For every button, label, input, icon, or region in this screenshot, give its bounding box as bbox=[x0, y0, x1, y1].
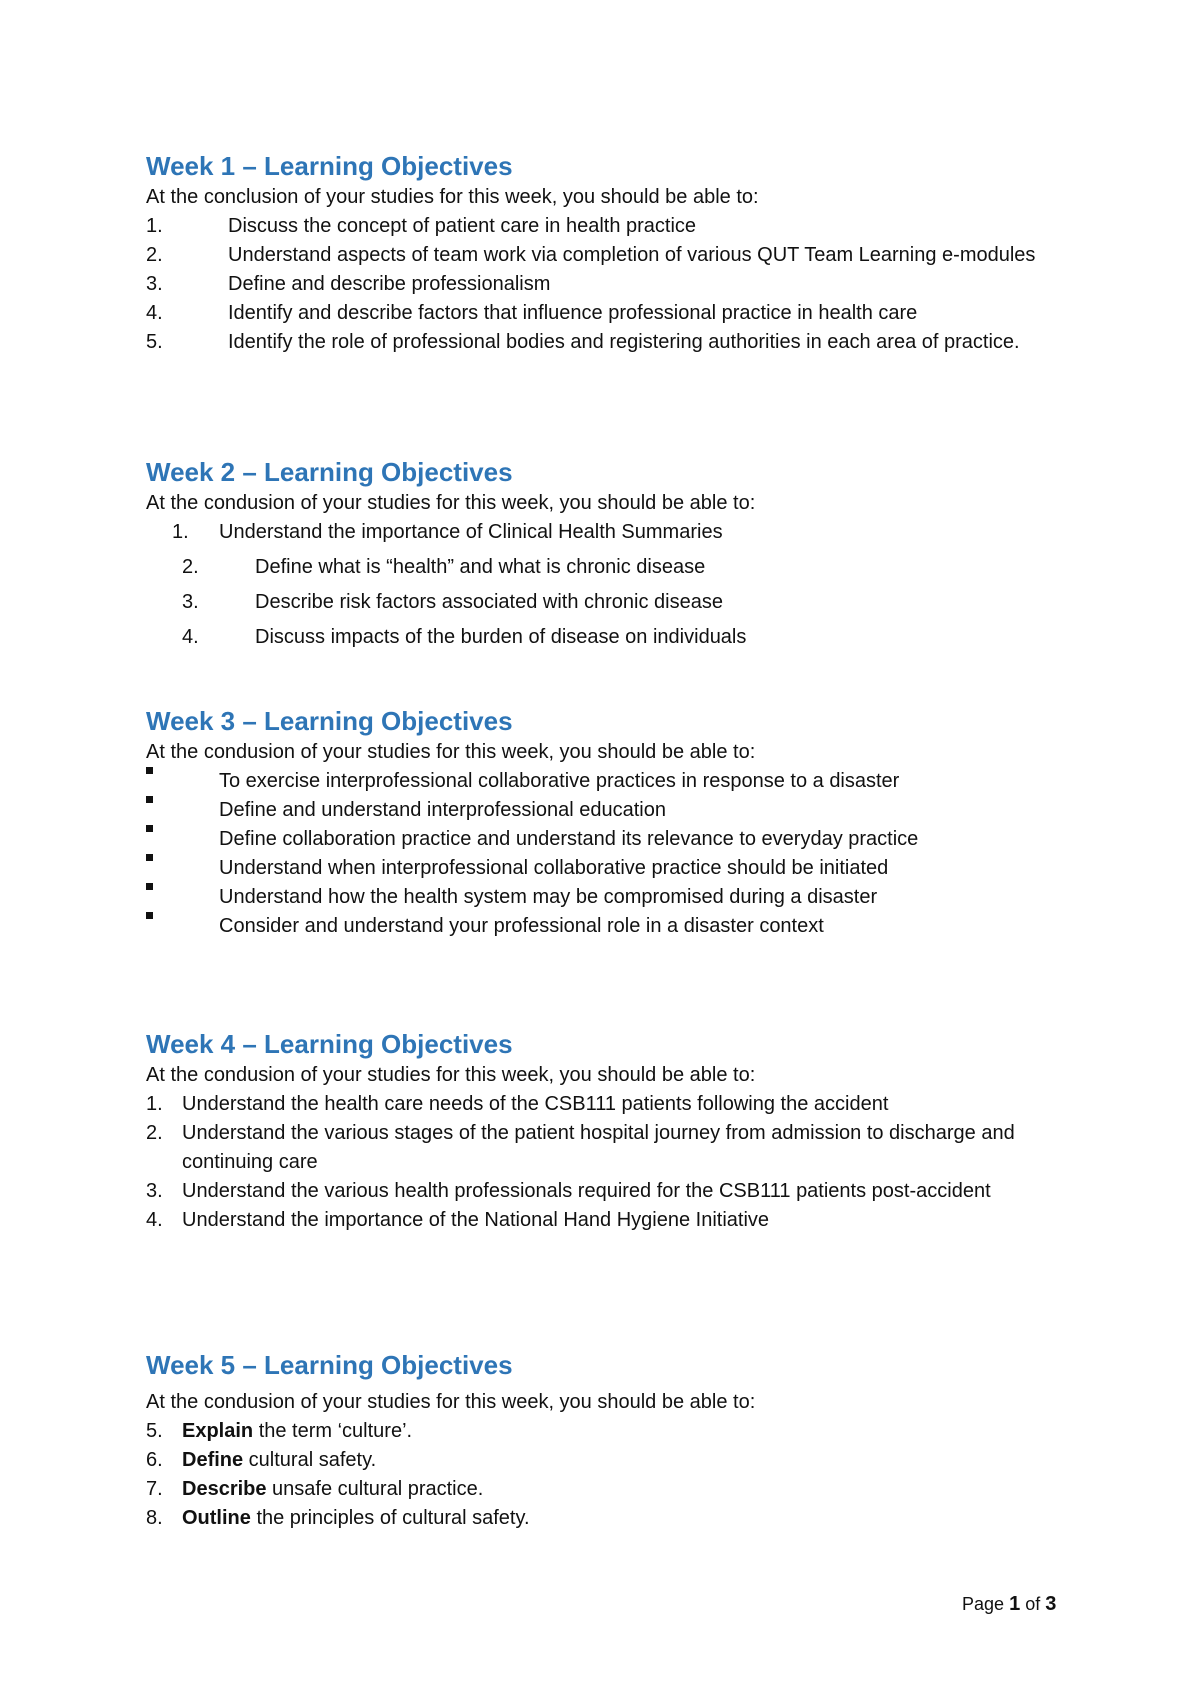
week1-heading: Week 1 – Learning Objectives bbox=[146, 151, 513, 181]
list-item: 4. Discuss impacts of the burden of disease on individuals bbox=[182, 626, 747, 648]
list-item: 3. Describe risk factors associated with chronic disease bbox=[182, 591, 723, 613]
week3-heading: Week 3 – Learning Objectives bbox=[146, 706, 513, 736]
list-item: 1. Understand the health care needs of the CSB111 patients following the accident bbox=[146, 1093, 889, 1115]
week3-section bbox=[146, 705, 1066, 941]
list-item: Consider and understand your professional role in a disaster context bbox=[146, 912, 1066, 941]
list-item: 2. Define what is “health” and what is chronic disease bbox=[182, 556, 706, 578]
week5-intro: At the condusion of your studies for this week, you should be able to: bbox=[146, 1391, 756, 1413]
week2-heading: Week 2 – Learning Objectives bbox=[146, 457, 513, 487]
list-item: 6. Define cultural safety. bbox=[146, 1449, 377, 1471]
week2-list bbox=[146, 518, 1066, 655]
list-item: 7. Describe unsafe cultural practice. bbox=[146, 1478, 484, 1500]
week1-section bbox=[146, 150, 1066, 357]
list-item: To exercise interprofessional collaborative practices in response to a disaster bbox=[146, 767, 1066, 796]
week4-heading: Week 4 – Learning Objectives bbox=[146, 1029, 513, 1059]
week3-list bbox=[146, 767, 1066, 941]
bullet-square-icon bbox=[146, 883, 153, 890]
list-item: 2. Understand aspects of team work via completion of various QUT Team Learning e-modules bbox=[146, 244, 1036, 266]
bullet-square-icon bbox=[146, 825, 153, 832]
list-item: 1. Discuss the concept of patient care in health practice bbox=[146, 215, 697, 237]
list-item: Understand when interprofessional collaborative practice should be initiated bbox=[146, 854, 1066, 883]
week4-section bbox=[146, 1028, 1066, 1235]
list-item: 2. Understand the various stages of the patient hospital journey from admission to discharge and continuing care bbox=[146, 1122, 1015, 1173]
week5-heading: Week 5 – Learning Objectives bbox=[146, 1350, 513, 1380]
list-item: Define and understand interprofessional education bbox=[146, 796, 1066, 825]
list-item: 1. Understand the importance of Clinical Health Summaries bbox=[172, 521, 723, 543]
bullet-square-icon bbox=[146, 767, 153, 774]
bullet-square-icon bbox=[146, 854, 153, 861]
list-item: 4. Identify and describe factors that influence professional practice in health care bbox=[146, 302, 918, 324]
week5-list bbox=[146, 1417, 1066, 1533]
list-item: 3. Understand the various health professionals required for the CSB111 patients post-accident bbox=[146, 1180, 991, 1202]
week4-intro: At the condusion of your studies for this week, you should be able to: bbox=[146, 1064, 756, 1086]
bullet-square-icon bbox=[146, 796, 153, 803]
page-number-footer: Page 1 of 3 bbox=[962, 1593, 1057, 1615]
list-item: 8. Outline the principles of cultural safety. bbox=[146, 1507, 530, 1529]
week5-section bbox=[146, 1349, 1066, 1533]
list-item: Define collaboration practice and understand its relevance to everyday practice bbox=[146, 825, 1066, 854]
list-item: Understand how the health system may be compromised during a disaster bbox=[146, 883, 1066, 912]
list-item: 5. Explain the term ‘culture’. bbox=[146, 1420, 413, 1442]
week2-intro: At the condusion of your studies for this week, you should be able to: bbox=[146, 492, 756, 514]
week3-intro: At the condusion of your studies for this week, you should be able to: bbox=[146, 741, 756, 763]
list-item: 4. Understand the importance of the National Hand Hygiene Initiative bbox=[146, 1209, 770, 1231]
list-item: 3. Define and describe professionalism bbox=[146, 273, 551, 295]
bullet-square-icon bbox=[146, 912, 153, 919]
week4-list bbox=[146, 1090, 1066, 1235]
week2-section bbox=[146, 456, 1066, 655]
week1-list bbox=[146, 212, 1066, 357]
week1-intro: At the conclusion of your studies for this week, you should be able to: bbox=[146, 186, 759, 208]
list-item: 5. Identify the role of professional bodies and registering authorities in each area of practice. bbox=[146, 331, 1020, 353]
